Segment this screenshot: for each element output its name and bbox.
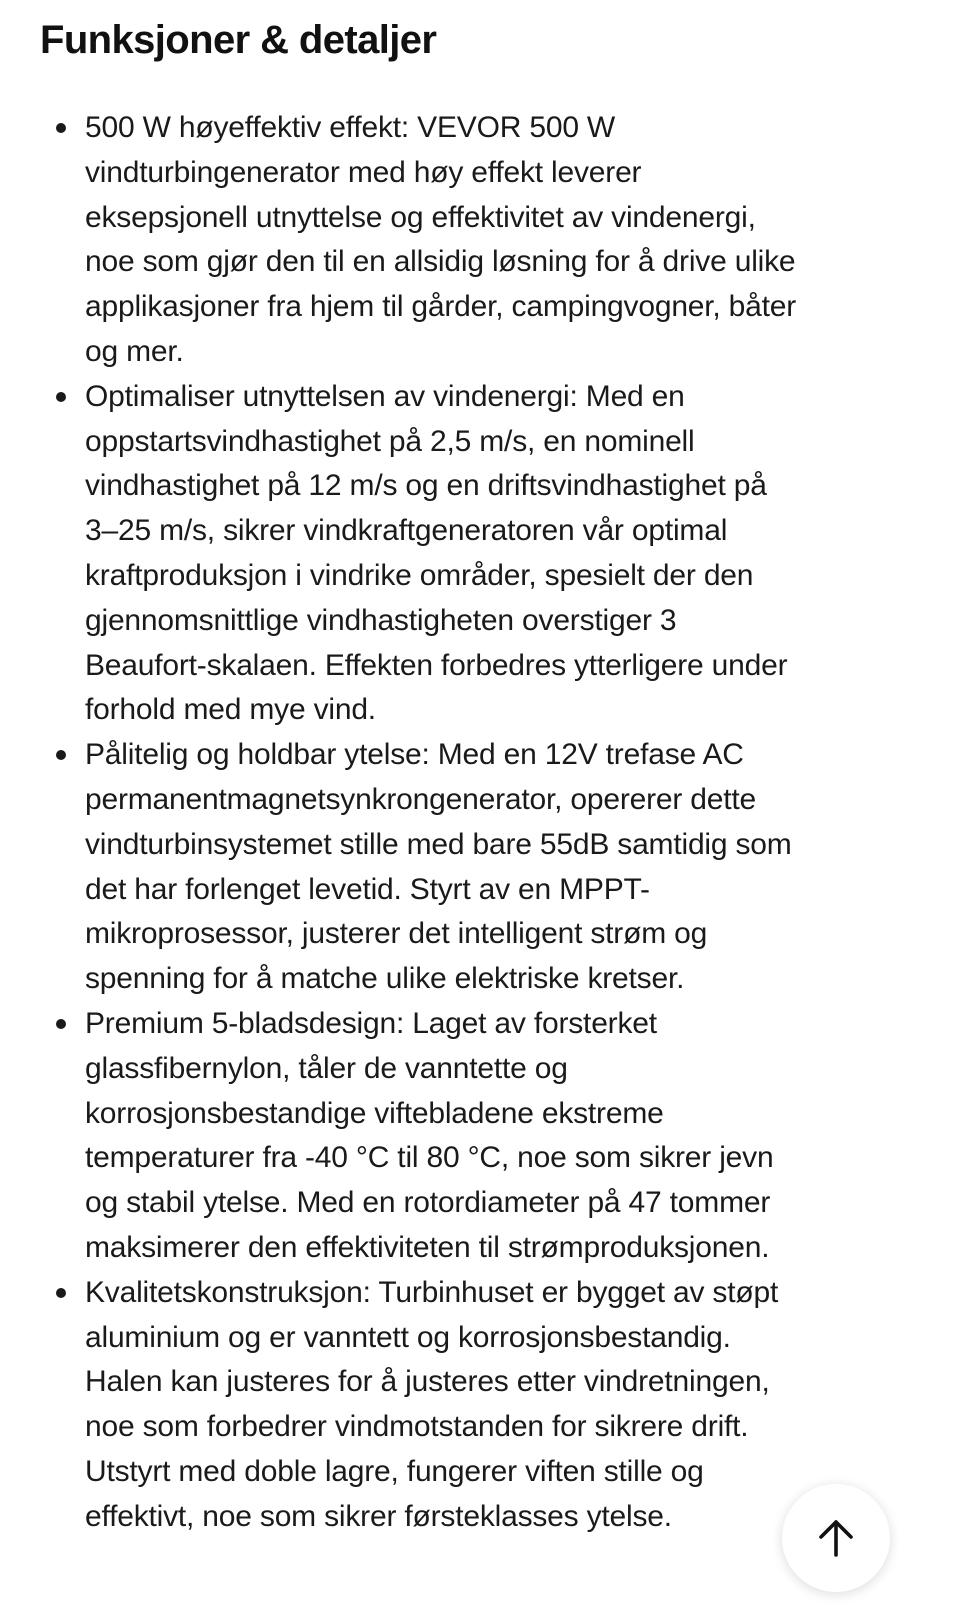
feature-item	[0, 733, 905, 1002]
feature-text-line: det har forlenget levetid. Styrt av en MPPT-	[85, 872, 650, 906]
feature-text-line: noe som gjør den til en allsidig løsning for å drive ulike	[85, 245, 796, 279]
feature-text-line: Premium 5-bladsdesign: Laget av forsterket	[85, 1006, 657, 1040]
feature-text-line: korrosjonsbestandige viftebladene ekstreme	[85, 1096, 664, 1130]
feature-item	[0, 1002, 905, 1271]
feature-text-line: noe som forbedrer vindmotstanden for sikrere drift.	[85, 1410, 749, 1444]
feature-text-line: aluminium og er vanntett og korrosjonsbestandig.	[85, 1320, 731, 1354]
feature-text-line: forhold med mye vind.	[85, 693, 376, 727]
feature-item	[0, 1271, 905, 1540]
feature-text-line: permanentmagnetsynkrongenerator, opererer dette	[85, 782, 757, 816]
bullet-icon	[56, 1019, 66, 1029]
feature-list	[0, 106, 960, 1540]
scroll-to-top-button[interactable]	[782, 1484, 890, 1592]
feature-text-line: kraftproduksjon i vindrike områder, spesielt der den	[85, 558, 754, 592]
section-title: Funksjoner & detaljer	[40, 18, 437, 62]
bullet-icon	[56, 1288, 66, 1298]
feature-text-line: oppstartsvindhastighet på 2,5 m/s, en nominell	[85, 424, 695, 458]
feature-text-line: Beaufort-skalaen. Effekten forbedres ytterligere under	[85, 648, 788, 682]
feature-text-line: vindturbingenerator med høy effekt leverer	[85, 155, 642, 189]
feature-item	[0, 375, 905, 733]
feature-text-line: 3–25 m/s, sikrer vindkraftgeneratoren vår optimal	[85, 514, 728, 548]
feature-text-line: temperaturer fra -40 °C til 80 °C, noe som sikrer jevn	[85, 1141, 774, 1175]
feature-text-line: spenning for å matche ulike elektriske kretser.	[85, 962, 685, 996]
feature-text-line: og mer.	[85, 334, 184, 368]
feature-text-line: vindhastighet på 12 m/s og en driftsvindhastighet på	[85, 469, 767, 503]
feature-text-line: effektivt, noe som sikrer førsteklasses ytelse.	[85, 1499, 672, 1533]
arrow-up-icon	[814, 1516, 858, 1560]
feature-text-line: Optimaliser utnyttelsen av vindenergi: Med en	[85, 379, 685, 413]
feature-text-line: eksepsjonell utnyttelse og effektivitet av vindenergi,	[85, 200, 756, 234]
feature-text-line: og stabil ytelse. Med en rotordiameter på 47 tommer	[85, 1186, 771, 1220]
feature-text-line: vindturbinsystemet stille med bare 55dB samtidig som	[85, 827, 792, 861]
feature-text-line: applikasjoner fra hjem til gårder, campingvogner, båter	[85, 290, 797, 324]
feature-text-line: Utstyrt med doble lagre, fungerer viften stille og	[85, 1454, 704, 1488]
bullet-icon	[56, 123, 66, 133]
feature-text-line: mikroprosessor, justerer det intelligent strøm og	[85, 917, 708, 951]
bullet-icon	[56, 392, 66, 402]
feature-item	[0, 106, 905, 375]
feature-text-line: glassfibernylon, tåler de vanntette og	[85, 1051, 568, 1085]
feature-text-line: maksimerer den effektiviteten til strømproduksjonen.	[85, 1230, 770, 1264]
feature-text-line: gjennomsnittlige vindhastigheten overstiger 3	[85, 603, 677, 637]
feature-text-line: Halen kan justeres for å justeres etter vindretningen,	[85, 1365, 770, 1399]
bullet-icon	[56, 750, 66, 760]
feature-text-line: Pålitelig og holdbar ytelse: Med en 12V trefase AC	[85, 738, 744, 772]
feature-text-line: Kvalitetskonstruksjon: Turbinhuset er bygget av støpt	[85, 1275, 779, 1309]
feature-text-line: 500 W høyeffektiv effekt: VEVOR 500 W	[85, 111, 616, 144]
